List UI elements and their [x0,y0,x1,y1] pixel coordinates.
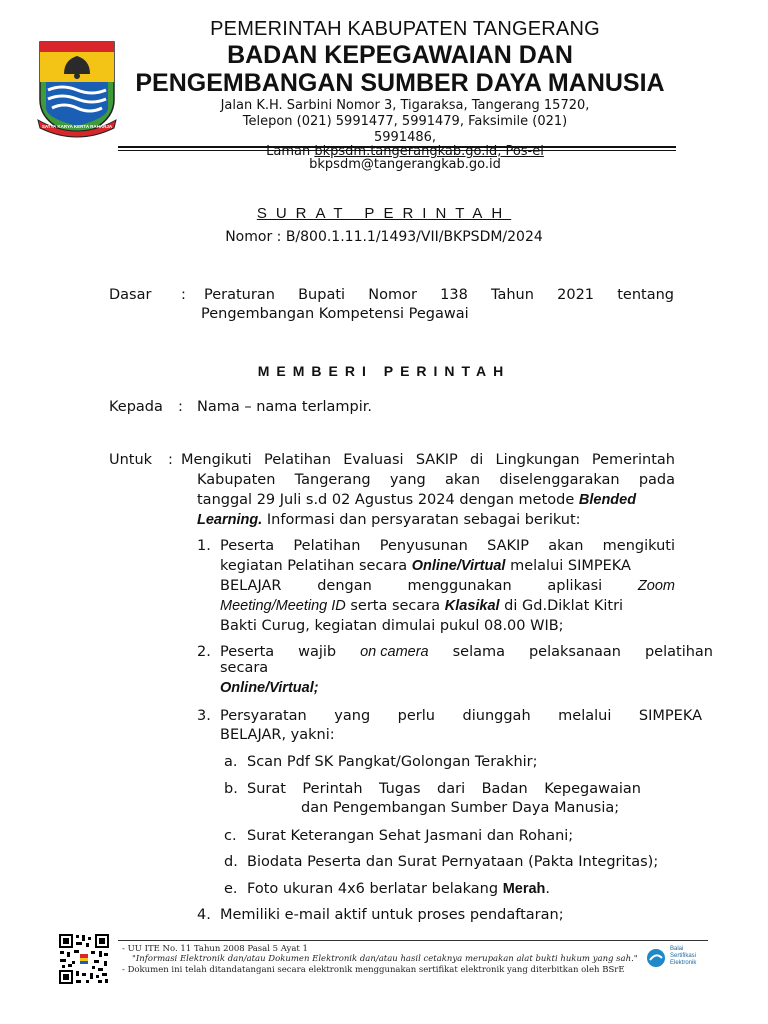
item-2-number: 2. [197,644,211,660]
item-1-klasikal: Klasikal [444,598,500,614]
tangerang-logo [34,38,120,138]
item-2-wajib: wajib [298,644,337,660]
item-2-online: Online/Virtual; [220,680,319,696]
item-2-line1 [220,642,713,662]
untuk-line3-text: tanggal 29 Juli s.d 02 Agustus 2024 dengan metode [197,492,579,508]
address-line2: Telepon (021) 5991477, 5991479, Faksimile (021) [242,114,568,129]
sub-d-letter: d. [224,854,238,870]
kepada-label: Kepada [109,399,163,415]
item-1-aplikasi: aplikasi [547,578,603,594]
kepada-value: Nama – nama terlampir. [197,399,372,415]
footer-law: - UU ITE No. 11 Tahun 2008 Pasal 5 Ayat 1 [122,944,308,954]
qr-code [58,933,110,985]
item-2-line2: secara [220,660,269,676]
logo-motto: SATYA KARYA KERTA RAHARJA [41,124,113,129]
header-agency-line1: BADAN KEPEGAWAIAN DAN [227,41,573,69]
item-1-line5: Bakti Curug, kegiatan dimulai pukul 08.00 WIB; [220,618,564,634]
header-agency-line2: PENGEMBANGAN SUMBER DAYA MANUSIA [135,69,665,97]
dasar-colon: : [181,287,186,303]
item-1-dengan: dengan [317,578,372,594]
website-link[interactable]: bkpsdm.tangerangkab.go.id, Pos-el [314,144,544,159]
untuk-colon: : [168,452,173,468]
item-1-line2-a: kegiatan Pelatihan secara [220,558,412,574]
item-1-line1: Peserta Pelatihan Penyusunan SAKIP akan mengikuti [220,538,675,554]
untuk-line3 [197,490,636,510]
dasar-label: Dasar [109,287,152,303]
sub-c-text: Surat Keterangan Sehat Jasmani dan Rohani; [247,828,574,844]
dasar-text-line2: Pengembangan Kompetensi Pegawai [201,306,469,322]
footer-rule [118,940,708,941]
item-1-online: Online/Virtual [411,558,506,574]
bsre-logo [646,946,716,972]
sub-e-text-a: Foto ukuran 4x6 berlatar belakang [247,881,503,897]
item-1-number: 1. [197,538,211,554]
item-3-number: 3. [197,708,211,724]
website-label: Laman [266,144,315,159]
item-1-line4-b: serta secara [345,598,445,614]
item-3-line1: Persyaratan yang perlu diunggah melalui SIMPEKA [220,708,702,724]
item-2-peserta: Peserta [220,644,275,660]
kepada-colon: : [178,399,183,415]
bsre-text-2: Sertifikasi [670,953,697,959]
document-number: Nomor : B/800.1.11.1/1493/VII/BKPSDM/2024 [225,229,543,245]
header-rule-thick [118,146,676,148]
item-1-line2-c: melalui SIMPEKA [505,558,631,574]
sub-e-letter: e. [224,881,238,897]
document-title: SURAT PERINTAH [256,205,512,222]
sub-b-line1: Surat Perintah Tugas dari Badan Kepegawaian [247,781,641,797]
dasar-text-line1: Peraturan Bupati Nomor 138 Tahun 2021 tentang [204,287,674,303]
footer-signature-note: - Dokumen ini telah ditandatangani secara elektronik menggunakan sertifikat elektronik yang diterbitkan oleh BSrE [122,965,625,975]
item-1-belajar: BELAJAR [220,578,282,594]
item-1-line4 [220,596,623,616]
footer-quote: "Informasi Elektronik dan/atau Dokumen Elektronik dan/atau hasil cetaknya merupakan alat bukti hukum yang sah." [132,954,638,964]
address-line1: Jalan K.H. Sarbini Nomor 3, Tigaraksa, Tangerang 15720, [220,98,590,113]
item-2-selama: selama [452,644,505,660]
item-1-zoom: Zoom [637,578,675,594]
item-2-pelatihan: pelatihan [644,644,713,660]
memberi-perintah-heading: MEMBERI PERINTAH [257,363,511,379]
email-link[interactable]: bkpsdm@tangerangkab.go.id [309,157,501,172]
address-line3: 5991486, [373,130,437,145]
item-1-meeting-id: Meeting/Meeting ID [220,598,346,614]
untuk-line2: Kabupaten Tangerang yang akan diselenggarakan pada [197,472,675,488]
sub-e-merah: Merah [502,881,546,897]
item-2-pelaksanaan: pelaksanaan [528,644,621,660]
item-3-line2: BELAJAR, yakni: [220,727,335,743]
untuk-line4-text: Informasi dan persyaratan sebagai berikut: [262,512,581,528]
item-1-line2 [220,556,631,576]
sub-b-line2: dan Pengembangan Sumber Daya Manusia; [301,800,620,816]
bsre-text-3: Elektronik [670,960,697,966]
sub-d-text: Biodata Peserta dan Surat Pernyataan (Pakta Integritas); [247,854,659,870]
untuk-method-learning: Learning. [197,512,263,528]
item-1-line4-d: di Gd.Diklat Kitri [499,598,624,614]
item-1-menggunakan: menggunakan [407,578,512,594]
untuk-line1: Mengikuti Pelatihan Evaluasi SAKIP di Lingkungan Pemerintah [181,452,675,468]
sub-e-period: . [545,881,551,897]
sub-e-text [247,879,550,899]
sub-a-text: Scan Pdf SK Pangkat/Golongan Terakhir; [247,754,538,770]
header-government: PEMERINTAH KABUPATEN TANGERANG [210,18,600,40]
item-4-text: Memiliki e-mail aktif untuk proses pendaftaran; [220,907,564,923]
sub-c-letter: c. [224,828,237,844]
untuk-label: Untuk [109,452,153,468]
untuk-method-blended: Blended [578,492,637,508]
header-rule-thin [118,150,676,151]
bsre-text-1: Balai [670,946,684,952]
item-2-on-camera: on camera [360,644,429,660]
item-4-number: 4. [197,907,211,923]
untuk-line4 [197,510,581,530]
sub-b-letter: b. [224,781,238,797]
sub-a-letter: a. [224,754,238,770]
item-1-line3 [220,576,675,596]
bsre-icon [646,948,666,968]
